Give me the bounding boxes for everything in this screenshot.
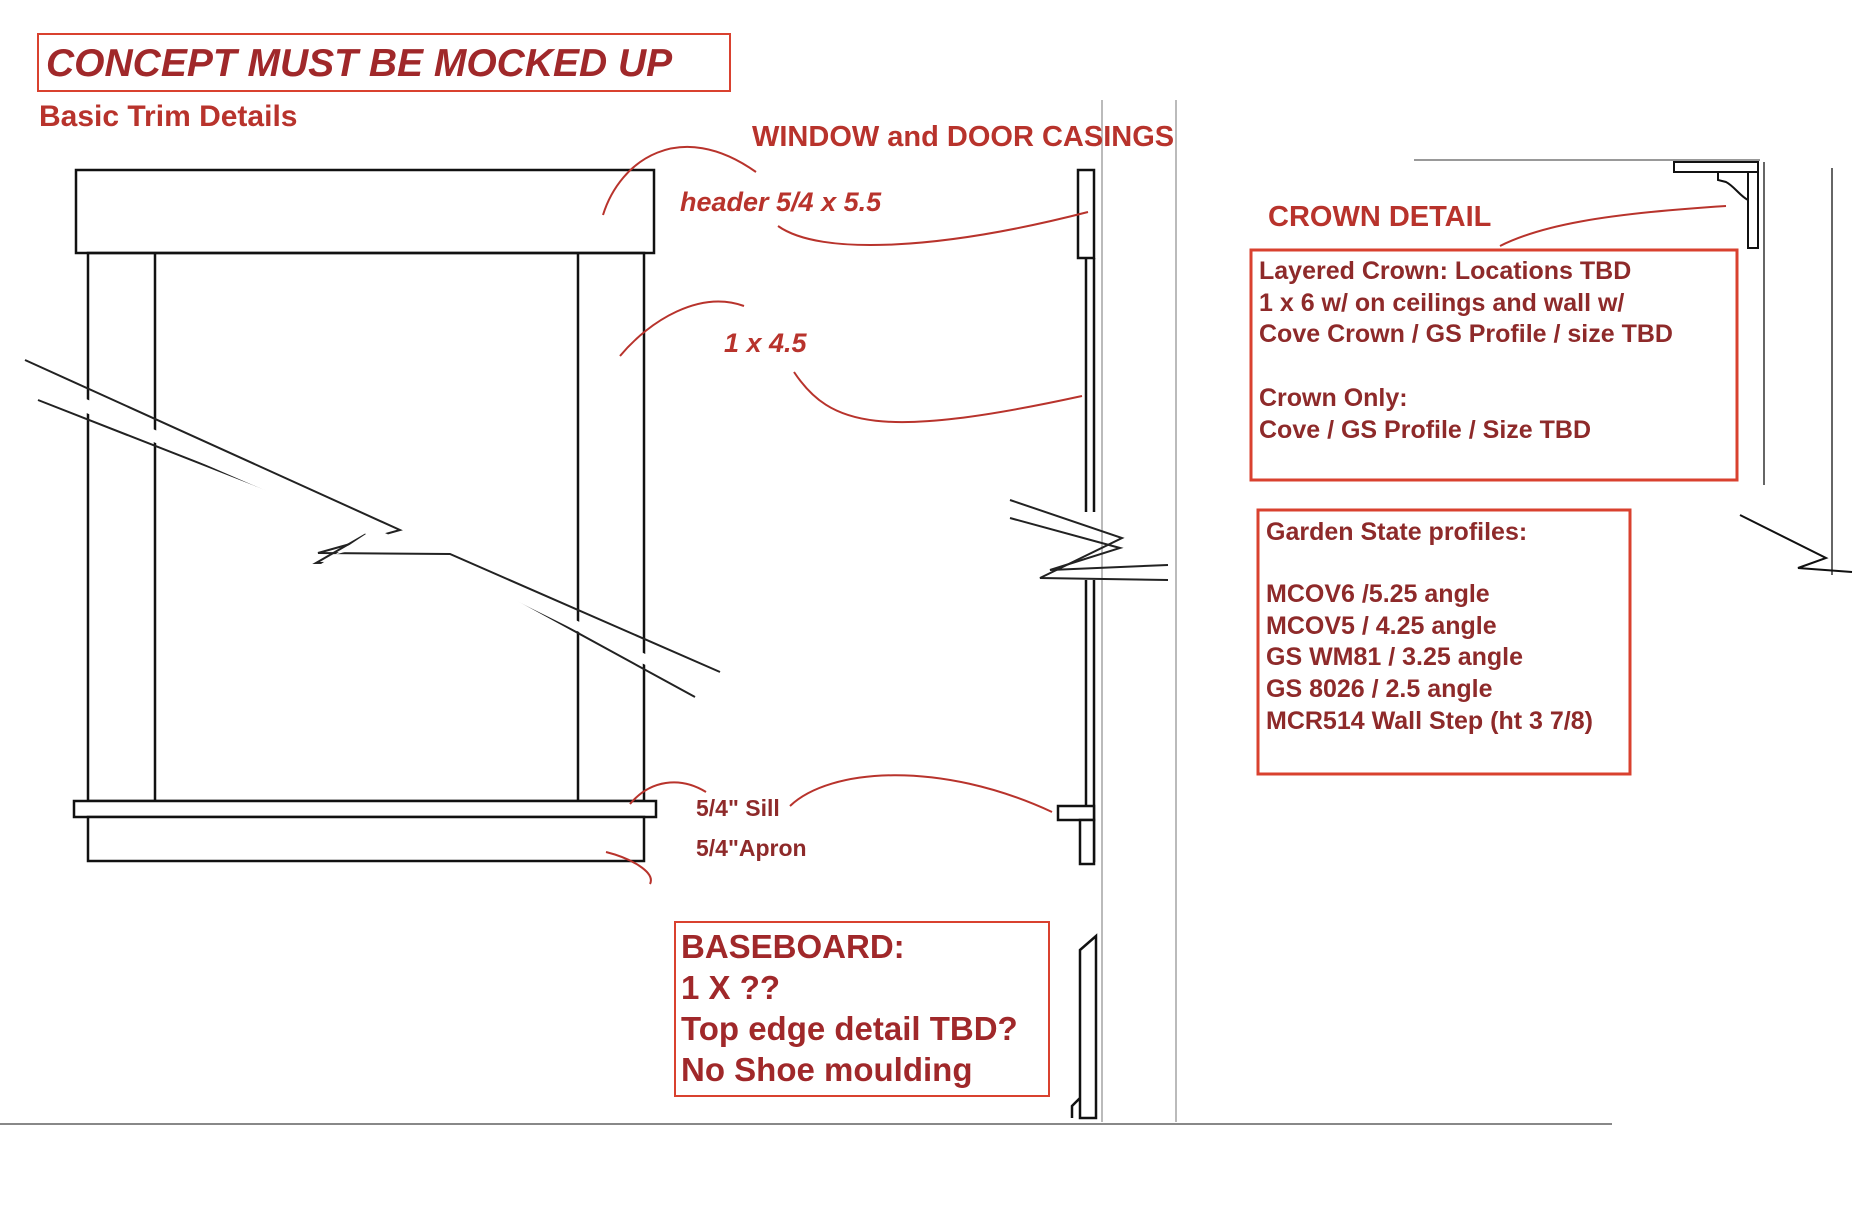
page-subtitle: Basic Trim Details: [39, 100, 298, 133]
window-elevation: [74, 170, 656, 861]
casings-heading: WINDOW and DOOR CASINGS: [752, 121, 1175, 153]
window-apron: [88, 817, 644, 861]
sill-label: 5/4" Sill: [696, 795, 780, 821]
profiles-heading: Garden State profiles:: [1266, 518, 1528, 546]
crown-heading: CROWN DETAIL: [1268, 201, 1492, 233]
crown-note-line: Cove Crown / GS Profile / size TBD: [1259, 320, 1673, 348]
crown-wall-board: [1748, 172, 1758, 248]
wall-lines: [1102, 100, 1176, 1122]
baseboard-line: 1 X ??: [681, 969, 781, 1006]
crown-notes-text: [1259, 257, 1673, 444]
window-section: [1058, 170, 1096, 1118]
crown-note-line: 1 x 6 w/ on ceilings and wall w/: [1259, 289, 1625, 317]
break-gap: [26, 372, 705, 692]
sill-section: [1058, 806, 1094, 820]
sill-leader-right: [790, 775, 1052, 812]
baseboard-line: Top edge detail TBD?: [681, 1010, 1018, 1047]
window-header-board: [76, 170, 654, 253]
baseboard-line: BASEBOARD:: [681, 928, 905, 965]
crown-note-line: Layered Crown: Locations TBD: [1259, 257, 1632, 285]
profiles-text: [1266, 518, 1593, 735]
apron-section: [1080, 820, 1094, 864]
break-line-section: [1010, 500, 1168, 580]
baseboard-text: [681, 928, 1018, 1088]
crown-leader: [1500, 206, 1726, 246]
break-line-crown: [1740, 515, 1852, 572]
baseboard-line: No Shoe moulding: [681, 1051, 973, 1088]
side-casing-label: 1 x 4.5: [724, 328, 807, 358]
profile-item: MCR514 Wall Step (ht 3 7/8): [1266, 707, 1593, 735]
crown-cove-profile: [1718, 172, 1748, 200]
window-sill: [74, 801, 656, 817]
crown-note-line: Crown Only:: [1259, 384, 1408, 412]
profile-item: GS WM81 / 3.25 angle: [1266, 643, 1524, 671]
page-title: CONCEPT MUST BE MOCKED UP: [46, 42, 673, 85]
crown-board: [1674, 162, 1758, 172]
profile-item: MCOV5 / 4.25 angle: [1266, 612, 1497, 640]
header-label: header 5/4 x 5.5: [680, 187, 882, 217]
crown-note-line: Cove / GS Profile / Size TBD: [1259, 416, 1592, 444]
baseboard-section: [1072, 936, 1096, 1118]
profile-item: GS 8026 / 2.5 angle: [1266, 675, 1493, 703]
apron-label: 5/4"Apron: [696, 835, 807, 861]
profile-item: MCOV6 /5.25 angle: [1266, 580, 1490, 608]
side-leader-right: [794, 372, 1082, 422]
